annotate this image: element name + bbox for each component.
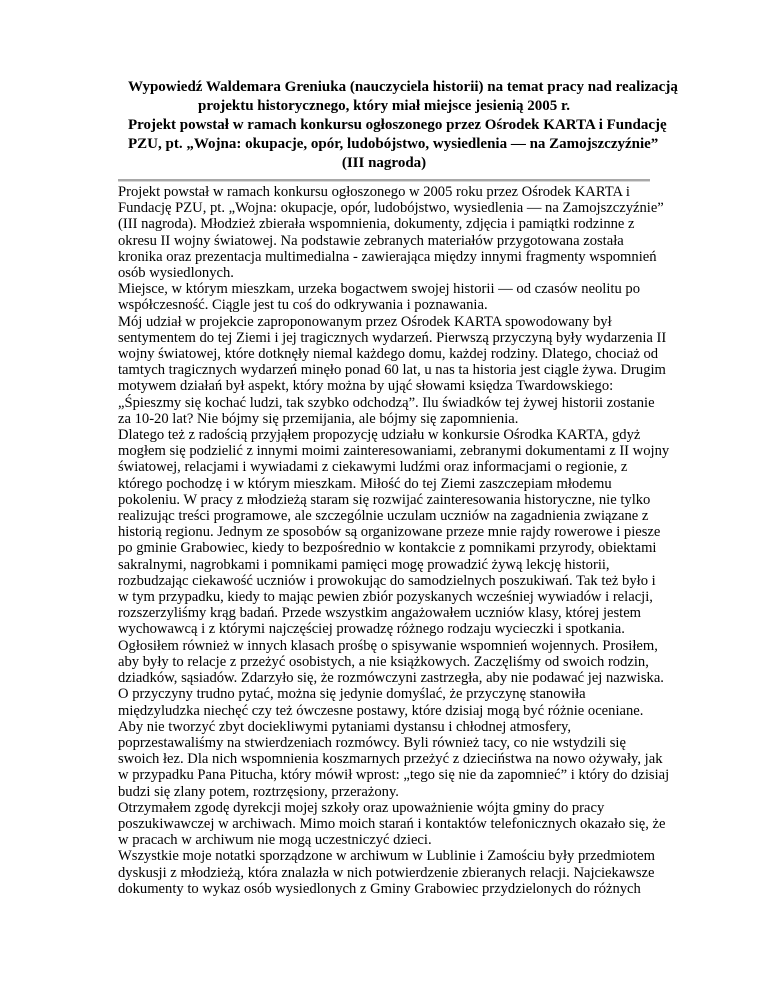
body-line: wojny światowej, które dotknęły niemal każdego domu, każdej rodziny. Dlatego, chociaż od xyxy=(118,346,659,363)
title-divider xyxy=(118,179,650,182)
body-line: rozbudzając ciekawość uczniów i prowokując do samodzielnych poszukiwań. Tak też było i xyxy=(118,572,656,589)
body-line: po gminie Grabowiec, kiedy to bezpośrednio w kontakcie z pomnikami przyrody, obiektami xyxy=(118,540,657,557)
body-line: międzyludzka niechęć czy też ówczesne postawy, które dzisiaj mogą być różnie oceniane. xyxy=(118,702,644,719)
body-line: Dlatego też z radością przyjąłem propozycję udziału w konkursie Ośrodka KARTA, gdyż xyxy=(118,427,641,444)
title-line: Wypowiedź Waldemara Greniuka (nauczyciela historii) na temat pracy nad realizacją xyxy=(128,79,678,95)
title-line: Projekt powstał w ramach konkursu ogłoszonego przez Ośrodek KARTA i Fundację xyxy=(128,117,667,133)
body-line: sentymentem do tej Ziemi i jej tragicznych wydarzeń. Pierwszą przyczyną były wydarzenia II xyxy=(118,329,667,346)
body-line: mogłem się podzielić z innymi moimi zainteresowaniami, zebranymi dokumentami z II wojny xyxy=(118,443,670,460)
body-line: tamtych tragicznych wydarzeń minęło ponad 60 lat, u nas ta historia jest ciągle żywa. Drugim xyxy=(118,362,666,379)
body-line: wychowawcą i z którymi najczęściej prowadzę różnego rodzaju wycieczki i spotkania. xyxy=(118,621,625,638)
body-line: realizując treści programowe, ale szczególnie uczulam uczniów na zagadnienia związane z xyxy=(118,508,649,525)
body-line: dziadków, sąsiadów. Zdarzyło się, że rozmówczyni zastrzegła, aby nie podawać jej nazwiska. xyxy=(118,670,664,687)
body-line: O przyczyny trudno pytać, można się jedynie domyślać, że przyczynę stanowiła xyxy=(118,686,586,703)
body-line: sakralnymi, nagrobkami i pomnikami pamięci mogę prowadzić żywą lekcję historii, xyxy=(118,556,610,573)
body-line: Fundację PZU, pt. „Wojna: okupacje, opór, ludobójstwo, wysiedlenia — na Zamojszczyźnie” xyxy=(118,200,664,217)
body-line: dokumenty to wykaz osób wysiedlonych z Gminy Grabowiec przydzielonych do różnych xyxy=(118,880,641,897)
body-line: swoich łez. Dla nich wspomnienia koszmarnych przeżyć z dzieciństwa na nowo ożywały, jak xyxy=(118,751,663,768)
body-line: Wszystkie moje notatki sporządzone w archiwum w Lublinie i Zamościu były przedmiotem xyxy=(118,848,655,865)
body-line: za 10-20 lat? Nie bójmy się przemijania, ale bójmy się zapomnienia. xyxy=(118,410,519,427)
title-line: projektu historycznego, który miał miejsce jesienią 2005 r. xyxy=(197,98,571,114)
body-line: w przypadku Pana Pitucha, który mówił wprost: „tego się nie da zapomnieć” i który do dzisiaj xyxy=(118,767,670,784)
body-line: rozszerzyliśmy krąg badań. Przede wszystkim angażowałem uczniów klasy, której jestem xyxy=(118,605,642,622)
body-line: którego pochodzę i w którym mieszkam. Miłość do tej Ziemi zaszczepiam młodemu xyxy=(118,475,612,492)
body-line: Ogłosiłem również w innych klasach prośbę o spisywanie wspomnień wojennych. Prosiłem, xyxy=(118,637,658,654)
body-line: okresu II wojny światowej. Na podstawie zebranych materiałów przygotowana została xyxy=(118,232,624,249)
body-line: historią regionu. Jednym ze sposobów są organizowane przeze mnie rajdy rowerowe i piesze xyxy=(118,524,661,541)
body-line: dyskusji z młodzieżą, która znalazła w nich potwierdzenie zbieranych relacji. Najciekawsze xyxy=(118,864,655,881)
body-line: (III nagroda). Młodzież zbierała wspomnienia, dokumenty, zdjęcia i pamiątki rodzinne z xyxy=(118,216,635,233)
document-title xyxy=(118,78,678,173)
body-line: osób wysiedlonych. xyxy=(118,265,234,282)
body-line: Mój udział w projekcie zaproponowanym przez Ośrodek KARTA spowodowany był xyxy=(118,313,612,330)
body-line: budzi się zlany potem, roztrzęsiony, przerażony. xyxy=(118,783,399,800)
body-line: w pracach w archiwum nie mogą uczestniczyć dzieci. xyxy=(118,832,432,849)
body-line: Otrzymałem zgodę dyrekcji mojej szkoły oraz upoważnienie wójta gminy do pracy xyxy=(118,799,605,816)
title-line: PZU, pt. „Wojna: okupacje, opór, ludobójstwo, wysiedlenia — na Zamojszczyźnie” xyxy=(128,136,659,152)
body-line: poprzestawaliśmy na stwierdzeniach rozmówcy. Byli również tacy, co nie wstydzili się xyxy=(118,734,626,751)
body-line: Aby nie tworzyć zbyt dociekliwymi pytaniami dystansu i chłodnej atmosfery, xyxy=(118,718,571,735)
body-line: pokoleniu. W pracy z młodzieżą staram się rozwijać zainteresowania historyczne, nie tylko xyxy=(118,491,651,508)
document-body xyxy=(118,184,670,897)
body-line: poszukiwawczej w archiwach. Mimo moich starań i kontaktów telefonicznych okazało się, że xyxy=(118,815,666,832)
body-line: współczesność. Ciągle jest tu coś do odkrywania i poznawania. xyxy=(118,297,488,314)
body-line: Miejsce, w którym mieszkam, urzeka bogactwem swojej historii ― od czasów neolitu po xyxy=(118,281,641,298)
title-line: (III nagroda) xyxy=(341,155,427,171)
body-line: w tym przypadku, kiedy to mając pewien zbiór pozyskanych wcześniej wywiadów i relacji, xyxy=(118,589,653,606)
body-line: Projekt powstał w ramach konkursu ogłoszonego w 2005 roku przez Ośrodek KARTA i xyxy=(118,184,630,200)
body-line: światowej, relacjami i wywiadami z ciekawymi ludźmi oraz informacjami o regionie, z xyxy=(118,459,628,476)
body-line: motywem działań był aspekt, który można by ująć słowami księdza Twardowskiego: xyxy=(118,378,614,395)
body-line: aby były to relacje z przeżyć osobistych, a nie książkowych. Zaczęliśmy od swoich rodzin, xyxy=(118,653,649,670)
body-line: „Śpieszmy się kochać ludzi, tak szybko odchodzą”. Ilu świadków tej żywej historii zostanie xyxy=(118,394,655,411)
body-line: kronika oraz prezentacja multimedialna - zawierająca między innymi fragmenty wspomnień xyxy=(118,248,657,265)
